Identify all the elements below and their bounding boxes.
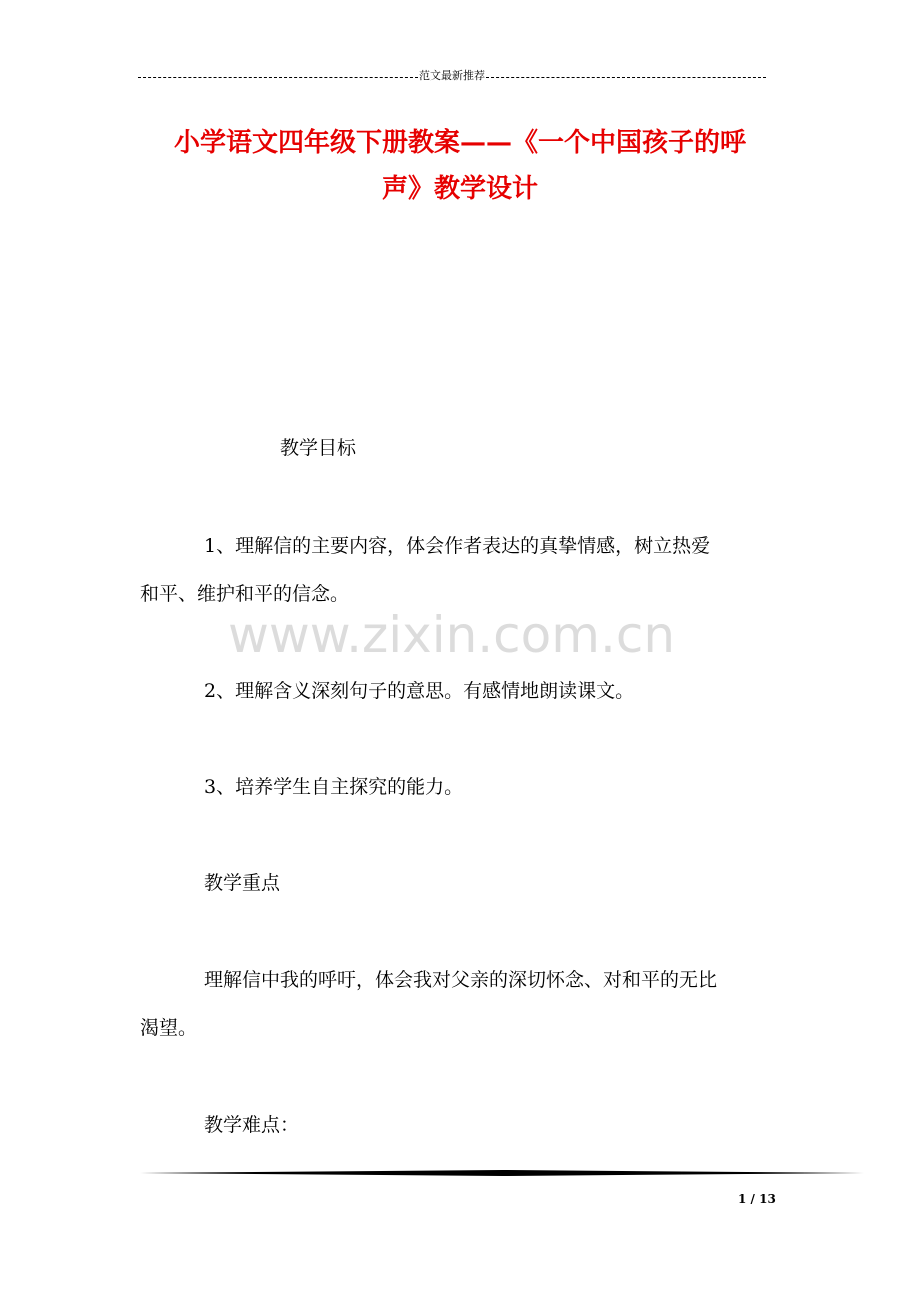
heading-objectives: 教学目标 [280,437,357,459]
objective-1-line-2: 和平、维护和平的信念。 [140,583,350,605]
title-line-1: 小学语文四年级下册教案——《一个中国孩子的呼 [173,128,746,158]
heading-difficulty: 教学难点： [204,1114,300,1136]
document-title [140,120,780,212]
header-dash-left [138,77,418,78]
page-header [138,68,766,84]
title-line-2: 声》教学设计 [381,174,538,204]
key-point-line-1: 理解信中我的呼吁，体会我对父亲的深切怀念、对和平的无比 [204,969,718,991]
objective-3: 3、培养学生自主探究的能力。 [204,776,464,798]
heading-key-points: 教学重点 [204,872,281,894]
page-number: 1 / 13 [738,1192,776,1206]
footer-rule [140,1170,864,1176]
watermark: www.zixin.com.cn [228,606,676,664]
key-point-line-2: 渴望。 [140,1017,198,1039]
header-label: 范文最新推荐 [419,69,485,82]
objective-2: 2、理解含义深刻句子的意思。有感情地朗读课文。 [204,680,635,702]
header-dash-right [486,77,766,78]
objective-1-line-1: 1、理解信的主要内容，体会作者表达的真挚情感，树立热爱 [204,535,711,557]
